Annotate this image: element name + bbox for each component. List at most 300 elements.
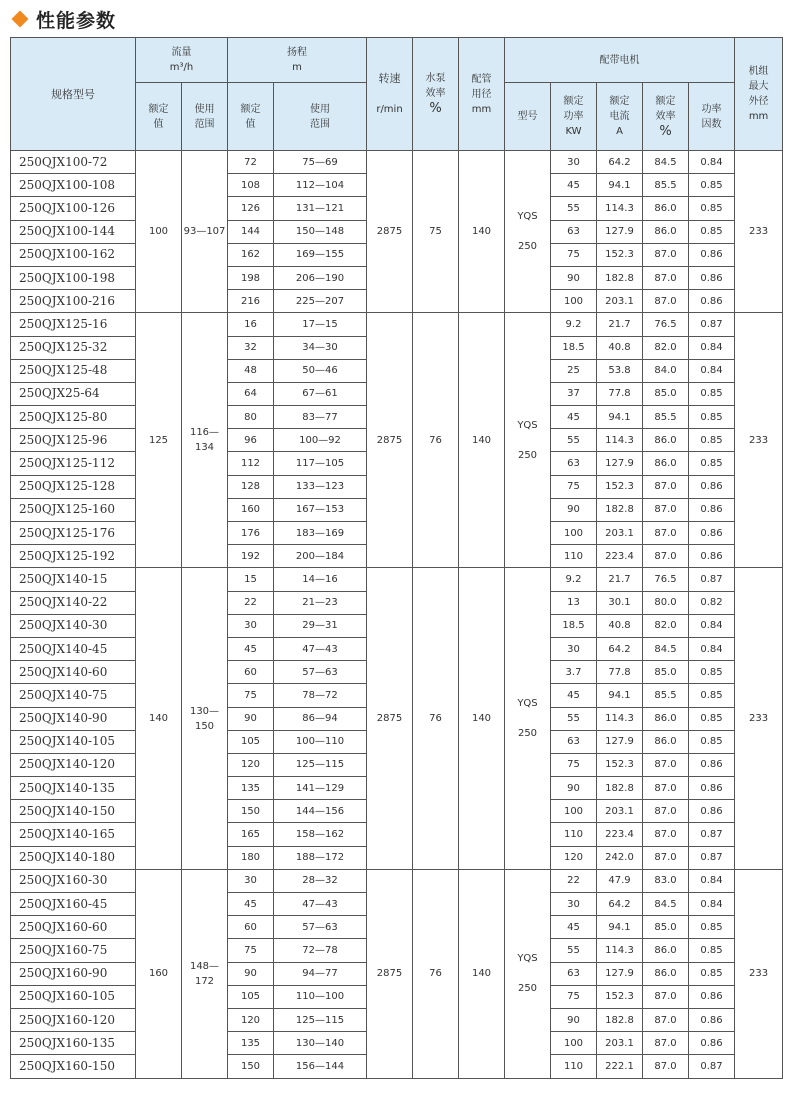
head-rated-cell: 112 [228,452,274,475]
motor-power-cell: 9.2 [551,313,597,336]
motor-current-cell: 47.9 [597,869,643,892]
motor-current-cell: 182.8 [597,1008,643,1031]
motor-eff-cell: 87.0 [643,1055,689,1078]
motor-eff-cell: 87.0 [643,545,689,568]
max-dia-cell: 233 [735,869,783,1078]
power-factor-cell: 0.86 [689,753,735,776]
head-range-cell: 28—32 [274,869,367,892]
motor-power-cell: 100 [551,290,597,313]
motor-power-cell: 100 [551,522,597,545]
motor-current-cell: 203.1 [597,290,643,313]
head-range-cell: 200—184 [274,545,367,568]
power-factor-cell: 0.85 [689,382,735,405]
efficiency-cell: 76 [413,568,459,869]
model-cell: 250QJX140-135 [11,777,136,800]
motor-power-cell: 90 [551,498,597,521]
power-factor-cell: 0.86 [689,1008,735,1031]
head-rated-cell: 90 [228,962,274,985]
head-range-cell: 50—46 [274,359,367,382]
head-rated-cell: 150 [228,1055,274,1078]
motor-current-cell: 223.4 [597,823,643,846]
head-range-cell: 100—92 [274,429,367,452]
motor-eff-cell: 87.0 [643,1008,689,1031]
motor-eff-cell: 86.0 [643,939,689,962]
motor-eff-cell: 85.0 [643,916,689,939]
model-cell: 250QJX125-192 [11,545,136,568]
power-factor-cell: 0.84 [689,151,735,174]
motor-power-cell: 63 [551,730,597,753]
head-rated-cell: 72 [228,151,274,174]
power-factor-cell: 0.84 [689,893,735,916]
power-factor-cell: 0.82 [689,591,735,614]
head-range-cell: 225—207 [274,290,367,313]
head-rated-cell: 165 [228,823,274,846]
motor-current-cell: 30.1 [597,591,643,614]
motor-eff-cell: 87.0 [643,475,689,498]
motor-current-cell: 94.1 [597,916,643,939]
head-range-cell: 156—144 [274,1055,367,1078]
flow-rated-cell: 140 [136,568,182,869]
motor-eff-cell: 85.0 [643,382,689,405]
motor-power-cell: 63 [551,220,597,243]
motor-current-cell: 152.3 [597,985,643,1008]
motor-eff-cell: 76.5 [643,313,689,336]
motor-current-cell: 77.8 [597,661,643,684]
power-factor-cell: 0.84 [689,359,735,382]
motor-eff-cell: 82.0 [643,614,689,637]
motor-current-cell: 40.8 [597,336,643,359]
power-factor-cell: 0.86 [689,800,735,823]
motor-eff-cell: 85.5 [643,406,689,429]
motor-type-size: 250 [517,241,538,253]
head-range-cell: 100—110 [274,730,367,753]
motor-current-cell: 222.1 [597,1055,643,1078]
motor-power-cell: 45 [551,684,597,707]
motor-power-cell: 100 [551,1032,597,1055]
speed-cell: 2875 [367,313,413,568]
motor-power-cell: 45 [551,174,597,197]
motor-type-size: 250 [517,728,538,740]
model-cell: 250QJX140-165 [11,823,136,846]
motor-eff-cell: 84.5 [643,893,689,916]
header-motor-type: 型号 [505,83,551,151]
motor-power-cell: 13 [551,591,597,614]
motor-eff-cell: 84.5 [643,637,689,660]
flow-range-cell: 93—107 [182,151,228,313]
motor-eff-cell: 87.0 [643,800,689,823]
model-cell: 250QJX140-105 [11,730,136,753]
motor-eff-cell: 82.0 [643,336,689,359]
speed-cell: 2875 [367,151,413,313]
head-rated-cell: 144 [228,220,274,243]
model-cell: 250QJX160-120 [11,1008,136,1031]
motor-type-name: YQS [517,698,538,710]
head-range-cell: 188—172 [274,846,367,869]
model-cell: 250QJX160-150 [11,1055,136,1078]
power-factor-cell: 0.86 [689,290,735,313]
power-factor-cell: 0.86 [689,243,735,266]
model-cell: 250QJX160-90 [11,962,136,985]
head-rated-cell: 126 [228,197,274,220]
head-range-cell: 57—63 [274,916,367,939]
motor-eff-cell: 87.0 [643,1032,689,1055]
motor-current-cell: 182.8 [597,777,643,800]
head-range-cell: 167—153 [274,498,367,521]
head-rated-cell: 192 [228,545,274,568]
model-cell: 250QJX160-30 [11,869,136,892]
power-factor-cell: 0.85 [689,730,735,753]
power-factor-cell: 0.85 [689,220,735,243]
head-range-cell: 57—63 [274,661,367,684]
motor-current-cell: 127.9 [597,730,643,753]
head-range-cell: 131—121 [274,197,367,220]
head-range-cell: 125—115 [274,1008,367,1031]
motor-eff-cell: 87.0 [643,753,689,776]
motor-power-cell: 75 [551,243,597,266]
power-factor-cell: 0.86 [689,475,735,498]
model-cell: 250QJX125-32 [11,336,136,359]
head-range-cell: 72—78 [274,939,367,962]
motor-power-cell: 55 [551,197,597,220]
motor-power-cell: 120 [551,846,597,869]
model-cell: 250QJX25-64 [11,382,136,405]
table-row [11,568,783,591]
head-rated-cell: 30 [228,869,274,892]
motor-current-cell: 21.7 [597,313,643,336]
motor-eff-cell: 85.5 [643,684,689,707]
motor-current-cell: 94.1 [597,406,643,429]
motor-type-name: YQS [517,953,538,965]
flow-rated-cell: 160 [136,869,182,1078]
head-rated-cell: 150 [228,800,274,823]
motor-eff-cell: 87.0 [643,290,689,313]
motor-current-cell: 94.1 [597,174,643,197]
performance-table [10,37,783,1079]
model-cell: 250QJX160-60 [11,916,136,939]
power-factor-cell: 0.84 [689,336,735,359]
head-rated-cell: 160 [228,498,274,521]
header-motor-current: 额定电流 A [597,83,643,151]
motor-current-cell: 203.1 [597,1032,643,1055]
motor-eff-cell: 84.5 [643,151,689,174]
head-range-cell: 158—162 [274,823,367,846]
motor-current-cell: 127.9 [597,220,643,243]
motor-power-cell: 9.2 [551,568,597,591]
header-flow-rated: 额定值 [136,83,182,151]
power-factor-cell: 0.86 [689,1032,735,1055]
header-model: 规格型号 [11,38,136,151]
motor-eff-cell: 86.0 [643,429,689,452]
motor-power-cell: 22 [551,869,597,892]
head-rated-cell: 45 [228,893,274,916]
power-factor-cell: 0.87 [689,1055,735,1078]
motor-power-cell: 100 [551,800,597,823]
head-rated-cell: 16 [228,313,274,336]
motor-eff-cell: 84.0 [643,359,689,382]
head-rated-cell: 45 [228,637,274,660]
model-cell: 250QJX100-162 [11,243,136,266]
motor-power-cell: 45 [551,406,597,429]
model-cell: 250QJX125-80 [11,406,136,429]
motor-eff-cell: 87.0 [643,498,689,521]
pipe-cell: 140 [459,568,505,869]
model-cell: 250QJX125-176 [11,522,136,545]
model-cell: 250QJX160-45 [11,893,136,916]
motor-power-cell: 45 [551,916,597,939]
head-range-cell: 78—72 [274,684,367,707]
model-cell: 250QJX125-160 [11,498,136,521]
power-factor-cell: 0.85 [689,197,735,220]
head-range-cell: 130—140 [274,1032,367,1055]
motor-current-cell: 64.2 [597,893,643,916]
motor-power-cell: 110 [551,823,597,846]
motor-eff-cell: 87.0 [643,266,689,289]
motor-power-cell: 37 [551,382,597,405]
head-range-cell: 144—156 [274,800,367,823]
motor-eff-cell: 85.5 [643,174,689,197]
page-title: 性能参数 [36,9,117,32]
header-flow: 流量 m³/h [136,38,228,83]
motor-eff-cell: 87.0 [643,985,689,1008]
motor-type-cell [505,313,551,568]
efficiency-cell: 76 [413,313,459,568]
header-motor-eff: 额定效率 % [643,83,689,151]
head-rated-cell: 180 [228,846,274,869]
motor-eff-cell: 86.0 [643,197,689,220]
motor-eff-cell: 87.0 [643,823,689,846]
max-dia-cell: 233 [735,568,783,869]
motor-current-cell: 114.3 [597,707,643,730]
head-rated-cell: 90 [228,707,274,730]
power-factor-cell: 0.87 [689,313,735,336]
head-range-cell: 125—115 [274,753,367,776]
motor-type-cell [505,151,551,313]
diamond-bullet-icon [12,11,29,28]
head-range-cell: 133—123 [274,475,367,498]
motor-eff-cell: 86.0 [643,730,689,753]
head-rated-cell: 96 [228,429,274,452]
motor-power-cell: 55 [551,939,597,962]
head-range-cell: 141—129 [274,777,367,800]
header-motor-power: 额定功率 KW [551,83,597,151]
motor-current-cell: 152.3 [597,243,643,266]
power-factor-cell: 0.85 [689,661,735,684]
head-rated-cell: 108 [228,174,274,197]
model-cell: 250QJX100-216 [11,290,136,313]
motor-current-cell: 223.4 [597,545,643,568]
motor-type-cell [505,568,551,869]
motor-current-cell: 152.3 [597,753,643,776]
model-cell: 250QJX160-135 [11,1032,136,1055]
motor-eff-cell: 85.0 [643,661,689,684]
power-factor-cell: 0.86 [689,545,735,568]
power-factor-cell: 0.86 [689,522,735,545]
header-power-factor: 功率因数 [689,83,735,151]
motor-power-cell: 75 [551,985,597,1008]
motor-power-cell: 18.5 [551,614,597,637]
motor-eff-cell: 87.0 [643,846,689,869]
model-cell: 250QJX100-72 [11,151,136,174]
head-rated-cell: 120 [228,1008,274,1031]
motor-eff-cell: 80.0 [643,591,689,614]
motor-current-cell: 114.3 [597,197,643,220]
head-rated-cell: 135 [228,777,274,800]
motor-eff-cell: 86.0 [643,220,689,243]
power-factor-cell: 0.85 [689,429,735,452]
flow-rated-cell: 125 [136,313,182,568]
motor-power-cell: 90 [551,1008,597,1031]
motor-current-cell: 53.8 [597,359,643,382]
motor-current-cell: 21.7 [597,568,643,591]
power-factor-cell: 0.84 [689,637,735,660]
head-range-cell: 21—23 [274,591,367,614]
header-flow-range: 使用范围 [182,83,228,151]
head-range-cell: 110—100 [274,985,367,1008]
motor-eff-cell: 87.0 [643,777,689,800]
head-range-cell: 206—190 [274,266,367,289]
model-cell: 250QJX140-150 [11,800,136,823]
motor-type-size: 250 [517,449,538,461]
table-body [11,151,783,1079]
table-row [11,869,783,892]
model-cell: 250QJX125-48 [11,359,136,382]
model-cell: 250QJX100-126 [11,197,136,220]
motor-power-cell: 3.7 [551,661,597,684]
head-rated-cell: 75 [228,939,274,962]
power-factor-cell: 0.86 [689,985,735,1008]
head-range-cell: 83—77 [274,406,367,429]
motor-eff-cell: 76.5 [643,568,689,591]
model-cell: 250QJX140-90 [11,707,136,730]
head-range-cell: 29—31 [274,614,367,637]
motor-current-cell: 64.2 [597,151,643,174]
motor-current-cell: 152.3 [597,475,643,498]
motor-eff-cell: 87.0 [643,522,689,545]
motor-type-cell [505,869,551,1078]
model-cell: 250QJX140-75 [11,684,136,707]
motor-eff-cell: 86.0 [643,452,689,475]
power-factor-cell: 0.85 [689,452,735,475]
motor-eff-cell: 87.0 [643,243,689,266]
table-row [11,151,783,174]
head-rated-cell: 80 [228,406,274,429]
motor-current-cell: 182.8 [597,498,643,521]
model-cell: 250QJX140-120 [11,753,136,776]
header-efficiency: 水泵效率 % [413,38,459,151]
motor-power-cell: 63 [551,452,597,475]
motor-current-cell: 114.3 [597,939,643,962]
power-factor-cell: 0.84 [689,869,735,892]
motor-eff-cell: 83.0 [643,869,689,892]
head-rated-cell: 176 [228,522,274,545]
pipe-cell: 140 [459,313,505,568]
model-cell: 250QJX140-180 [11,846,136,869]
motor-current-cell: 203.1 [597,522,643,545]
head-range-cell: 17—15 [274,313,367,336]
head-range-cell: 14—16 [274,568,367,591]
motor-current-cell: 94.1 [597,684,643,707]
motor-eff-cell: 86.0 [643,707,689,730]
pipe-cell: 140 [459,869,505,1078]
model-cell: 250QJX140-60 [11,661,136,684]
motor-power-cell: 90 [551,266,597,289]
model-cell: 250QJX100-108 [11,174,136,197]
head-range-cell: 117—105 [274,452,367,475]
motor-power-cell: 90 [551,777,597,800]
head-range-cell: 67—61 [274,382,367,405]
motor-power-cell: 55 [551,429,597,452]
head-range-cell: 47—43 [274,893,367,916]
power-factor-cell: 0.85 [689,684,735,707]
motor-power-cell: 75 [551,753,597,776]
head-range-cell: 183—169 [274,522,367,545]
speed-cell: 2875 [367,568,413,869]
model-cell: 250QJX160-105 [11,985,136,1008]
table-row [11,313,783,336]
efficiency-cell: 75 [413,151,459,313]
head-rated-cell: 135 [228,1032,274,1055]
motor-power-cell: 30 [551,893,597,916]
head-range-cell: 47—43 [274,637,367,660]
power-factor-cell: 0.86 [689,498,735,521]
head-range-cell: 34—30 [274,336,367,359]
head-range-cell: 94—77 [274,962,367,985]
head-rated-cell: 30 [228,614,274,637]
power-factor-cell: 0.85 [689,707,735,730]
motor-current-cell: 182.8 [597,266,643,289]
model-cell: 250QJX125-112 [11,452,136,475]
head-rated-cell: 105 [228,985,274,1008]
power-factor-cell: 0.87 [689,846,735,869]
power-factor-cell: 0.85 [689,962,735,985]
flow-rated-cell: 100 [136,151,182,313]
header-speed: 转速 r/min [367,38,413,151]
head-rated-cell: 32 [228,336,274,359]
model-cell: 250QJX140-22 [11,591,136,614]
power-factor-cell: 0.85 [689,406,735,429]
head-rated-cell: 48 [228,359,274,382]
head-rated-cell: 120 [228,753,274,776]
motor-power-cell: 110 [551,1055,597,1078]
head-rated-cell: 15 [228,568,274,591]
motor-power-cell: 18.5 [551,336,597,359]
power-factor-cell: 0.85 [689,174,735,197]
motor-power-cell: 55 [551,707,597,730]
head-rated-cell: 216 [228,290,274,313]
head-rated-cell: 75 [228,684,274,707]
power-factor-cell: 0.85 [689,916,735,939]
pipe-cell: 140 [459,151,505,313]
motor-current-cell: 203.1 [597,800,643,823]
motor-power-cell: 110 [551,545,597,568]
power-factor-cell: 0.87 [689,568,735,591]
power-factor-cell: 0.86 [689,777,735,800]
max-dia-cell: 233 [735,151,783,313]
motor-type-size: 250 [517,983,538,995]
model-cell: 250QJX100-198 [11,266,136,289]
model-cell: 250QJX140-15 [11,568,136,591]
motor-eff-cell: 86.0 [643,962,689,985]
model-cell: 250QJX100-144 [11,220,136,243]
flow-range-cell: 148—172 [182,869,228,1078]
head-range-cell: 86—94 [274,707,367,730]
motor-current-cell: 127.9 [597,962,643,985]
model-cell: 250QJX125-16 [11,313,136,336]
max-dia-cell: 233 [735,313,783,568]
header-pipe: 配管用径 mm [459,38,505,151]
header-max-dia: 机组最大外径 mm [735,38,783,151]
power-factor-cell: 0.86 [689,266,735,289]
